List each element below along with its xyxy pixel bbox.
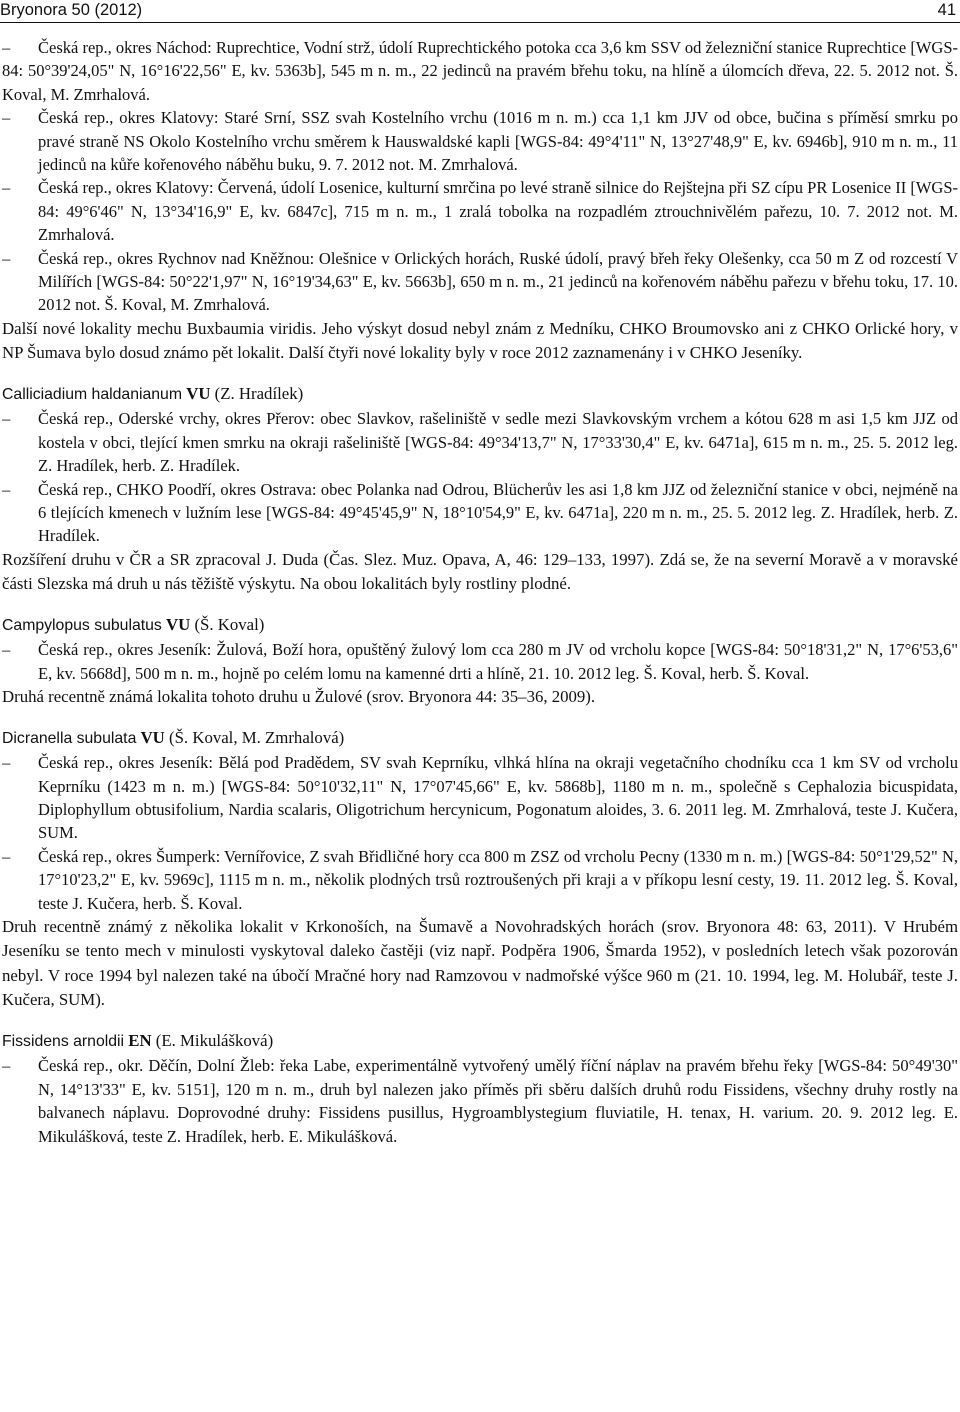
record-item bbox=[2, 36, 958, 106]
record-item bbox=[2, 845, 958, 915]
record-item bbox=[2, 106, 958, 176]
record-text: Česká rep., okres Klatovy: Staré Srní, SSZ svah Kostelního vrchu (1016 m n. m.) cca 1,1 km JJV od obce, bučina s příměsí smrku po pravé straně NS Okolo Kostelního vrchu směrem k Hauswaldské kapli [WGS-84: 49°4'11" N, 13°27'48,9" E, kv. 6946b], 910 m n. m., 11 jedinců na kůře kořenového náběhu buku, 9. 7. 2012 not. M. Zmrhalová. bbox=[38, 108, 958, 175]
species-author: (E. Mikulášková) bbox=[155, 1030, 274, 1050]
record-item bbox=[2, 638, 958, 685]
iucn-status: VU bbox=[166, 614, 191, 634]
species-section bbox=[2, 1029, 958, 1148]
record-text: Česká rep., Oderské vrchy, okres Přerov: obec Slavkov, rašeliniště v sedle mezi Slavkovským vrchem a kótou 628 m asi 1,5 km JJZ od kostela v obci, tlející kmen smrku na okraji rašeliniště [WGS-84: 49°34'13,7" N, 17°33'30,4" E, kv. 6471a], 615 m n. m., 25. 5. 2012 leg. Z. Hradílek, herb. Z. Hradílek. bbox=[38, 409, 958, 476]
species-name: Fissidens arnoldii bbox=[2, 1032, 125, 1050]
species-author: (Š. Koval) bbox=[194, 614, 265, 634]
dash-bullet: – bbox=[2, 640, 11, 660]
running-header bbox=[0, 0, 960, 23]
species-note: Rozšíření druhu v ČR a SR zpracoval J. Duda (Čas. Slez. Muz. Opava, A, 46: 129–133, 1997). Zdá se, že na severní Moravě a v moravské části Slezska má druh u nás těžiště výskytu. Na obou lokalitách byly rostliny plodné. bbox=[2, 549, 958, 594]
buxbaumia-paragraph: Další nové lokality mechu Buxbaumia viridis. Jeho výskyt dosud nebyl znám z Medníku, CHKO Broumovsko ani z CHKO Orlické hory, v NP Šumava bylo dosud známo pět lokalit. Další čtyři nové lokality byly v roce 2012 zaznamenány i v CHKO Jeseníky. bbox=[2, 318, 958, 363]
record-text: Česká rep., okres Rychnov nad Kněžnou: Olešnice v Orlických horách, Ruské údolí, pravý břeh řeky Olešenky, cca 50 m Z od rozcestí V Milířích [WGS-84: 50°22'1,97" N, 16°19'34,63" E, kv. 5663b], 650 m n. m., 21 jedinců na kořenovém náběhu pařezu v břehu toku, 17. 10. 2012 not. Š. Koval, M. Zmrhalová. bbox=[38, 248, 958, 315]
record-item bbox=[2, 478, 958, 548]
dash-bullet: – bbox=[2, 409, 11, 429]
journal-title: Bryonora 50 (2012) bbox=[0, 1, 143, 19]
record-text: Česká rep., CHKO Poodří, okres Ostrava: obec Polanka nad Odrou, Blücherův les asi 1,8 km JJZ od železniční stanice v obci, nejméně na 6 tlejících kmenech v lužním lese [WGS-84: 49°45'45,9" N, 18°10'54,9" E, kv. 6471a], 220 m n. m., 25. 5. 2012 leg. Z. Hradílek, herb. Z. Hradílek. bbox=[38, 479, 958, 546]
iucn-status: VU bbox=[140, 727, 165, 747]
record-item bbox=[2, 176, 958, 246]
species-name: Calliciadium haldanianum bbox=[2, 385, 183, 403]
dash-bullet: – bbox=[2, 248, 11, 268]
dash-bullet: – bbox=[2, 753, 11, 773]
species-section bbox=[2, 726, 958, 1013]
iucn-status: EN bbox=[128, 1030, 152, 1050]
species-section bbox=[2, 613, 958, 710]
species-author: (Š. Koval, M. Zmrhalová) bbox=[169, 727, 345, 747]
record-text: Česká rep., okres Šumperk: Vernířovice, Z svah Břidličné hory cca 800 m ZSZ od vrcholu Pecny (1330 m n. m.) [WGS-84: 50°1'29,52" N, 17°10'23,2" E, kv. 5969c], 1115 m n. m., několik plodných trsů roztroušených při kraji a v příkopu lesní cesty, 19. 11. 2012 leg. Š. Koval, teste J. Kučera, herb. Š. Koval. bbox=[38, 846, 958, 913]
record-text: Česká rep., okres Jeseník: Žulová, Boží hora, opuštěný žulový lom cca 280 m JV od vrcholu kopce [WGS-84: 50°18'31,2" N, 17°6'53,6" E, kv. 5668d], 500 m n. m., hojně po celém lomu na kamenné drti a hlíně, 21. 10. 2012 leg. Š. Koval, herb. Š. Koval. bbox=[38, 640, 958, 683]
dash-bullet: – bbox=[2, 846, 11, 866]
article-body bbox=[2, 36, 958, 1148]
page-number: 41 bbox=[937, 1, 956, 19]
species-heading bbox=[2, 1029, 958, 1055]
species-heading bbox=[2, 382, 958, 408]
species-name: Campylopus subulatus bbox=[2, 616, 162, 634]
record-text: Česká rep., okres Klatovy: Červená, údolí Losenice, kulturní smrčina po levé straně silnice do Rejštejna při SZ cípu PR Losenice II [WGS-84: 49°6'46" N, 13°34'16,9" E, kv. 6847c], 715 m n. m., 1 zralá tobolka na rozpadlém ztrouchnivělém pařezu, 10. 7. 2012 not. M. Zmrhalová. bbox=[38, 178, 958, 245]
record-item bbox=[2, 247, 958, 317]
dash-bullet: – bbox=[2, 38, 11, 57]
species-note: Druh recentně známý z několika lokalit v Krkonoších, na Šumavě a Novohradských horách (srov. Bryonora 48: 63, 2011). V Hrubém Jeseníku se tento mech v minulosti vyskytoval daleko častěji (viz např. Podpěra 1906, Šmarda 1952), v posledních letech však pozorován nebyl. V roce 1994 byl nalezen také na úbočí Mračné hory nad Ramzovou v nadmořské výšce 960 m (21. 10. 1994, leg. M. Holubář, teste J. Kučera, SUM). bbox=[2, 916, 958, 1010]
species-author: (Z. Hradílek) bbox=[214, 383, 304, 403]
iucn-status: VU bbox=[186, 383, 211, 403]
record-text: Česká rep., okres Jeseník: Bělá pod Pradědem, SV svah Keprníku, vlhká hlína na okraji vegetačního chodníku cca 1 km SV od vrcholu Keprníku (1423 m n. m.) [WGS-84: 50°10'32,11" N, 17°07'45,66" E, kv. 5868b], 1180 m n. m., společně s Cephalozia bicuspidata, Diplophyllum obtusifolium, Nardia scalaris, Oligotrichum hercynicum, Pogonatum aloides, 3. 6. 2011 leg. M. Zmrhalová, teste J. Kučera, SUM. bbox=[38, 753, 958, 843]
species-section bbox=[2, 382, 958, 597]
record-item bbox=[2, 751, 958, 845]
dash-bullet: – bbox=[2, 108, 11, 128]
record-text: Česká rep., okres Náchod: Ruprechtice, Vodní strž, údolí Ruprechtického potoka cca 3,6 km SSV od železniční stanice Ruprechtice [WGS-84: 50°39'24,05" N, 16°16'22,56" E, kv. 5363b], 545 m n. m., 22 jedinců na pravém břehu toku, na hlíně a úlomcích dřeva, 22. 5. 2012 not. Š. Koval, M. Zmrhalová. bbox=[2, 38, 958, 104]
species-heading bbox=[2, 613, 958, 639]
record-text: Česká rep., okr. Děčín, Dolní Žleb: řeka Labe, experimentálně vytvořený umělý říční náplav na pravém břehu řeky [WGS-84: 50°49'30" N, 14°13'33" E, kv. 5151], 120 m n. m., druh byl nalezen jako příměs při sběru dalších druhů rodu Fissidens, všechny druhy rostly na balvanech náplavu. Doprovodné druhy: Fissidens pusillus, Hygroamblystegium fluviatile, H. tenax, H. varium. 20. 9. 2012 leg. E. Mikulášková, teste Z. Hradílek, herb. E. Mikulášková. bbox=[38, 1056, 958, 1146]
record-item bbox=[2, 1054, 958, 1148]
species-note: Druhá recentně známá lokalita tohoto druhu u Žulové (srov. Bryonora 44: 35–36, 2009). bbox=[2, 687, 596, 707]
dash-bullet: – bbox=[2, 1056, 11, 1076]
record-item bbox=[2, 407, 958, 477]
record-list-top bbox=[2, 36, 958, 317]
species-name: Dicranella subulata bbox=[2, 729, 137, 747]
dash-bullet: – bbox=[2, 479, 11, 499]
species-heading bbox=[2, 726, 958, 752]
dash-bullet: – bbox=[2, 178, 11, 198]
